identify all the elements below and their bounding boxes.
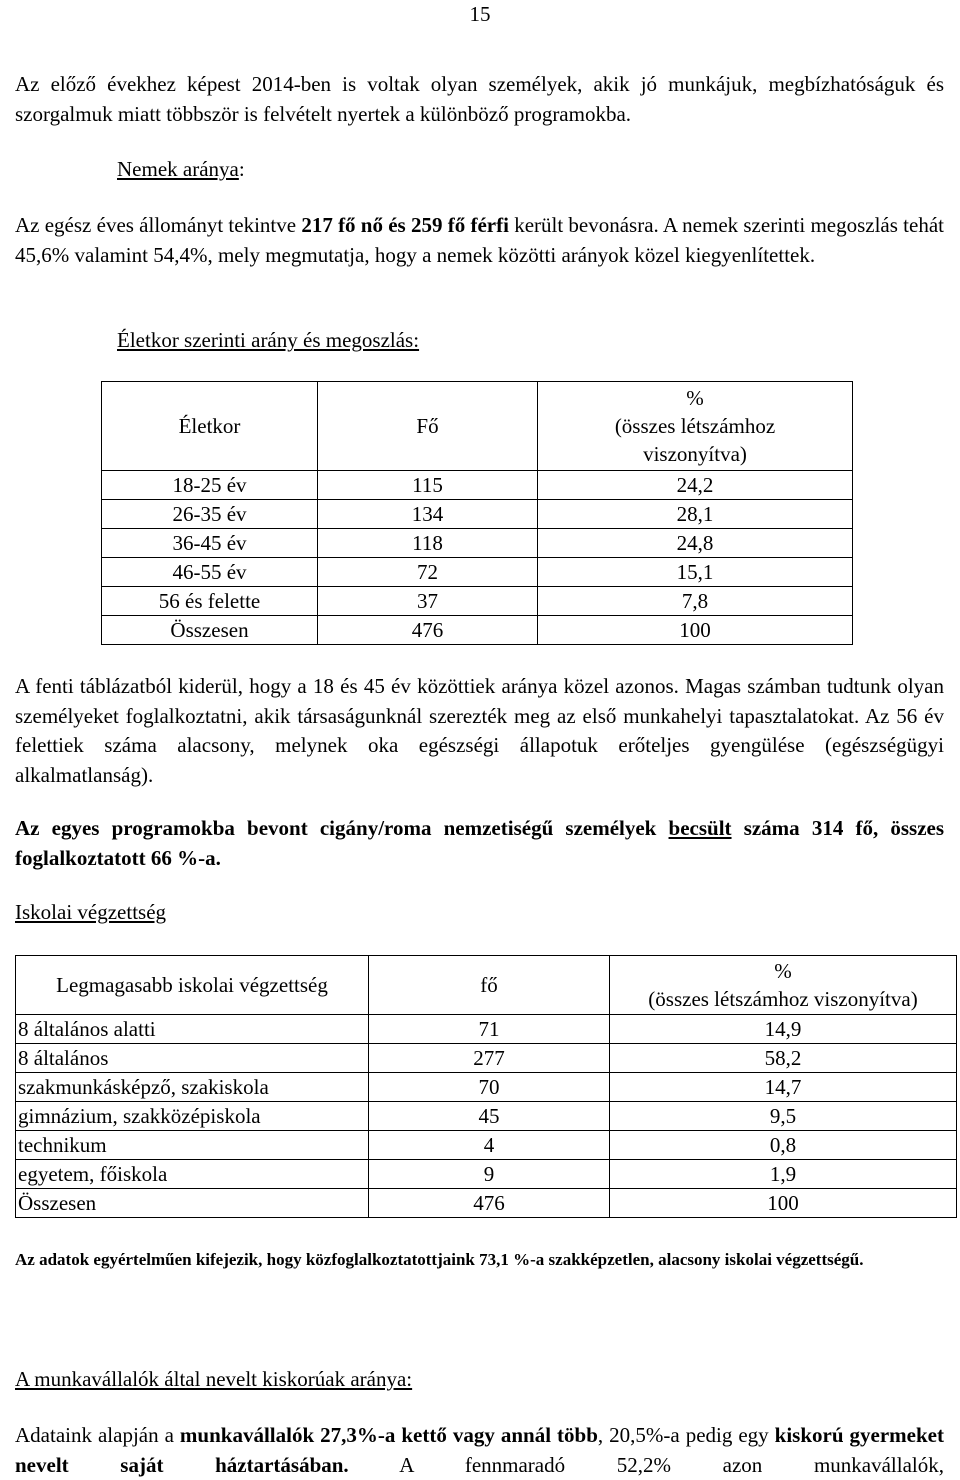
count-cell: 4: [369, 1131, 610, 1160]
children-paragraph: [15, 1421, 944, 1480]
education-header-percent: [610, 956, 957, 1015]
count-cell: 70: [369, 1073, 610, 1102]
gender-text-a: Az egész éves állományt tekintve: [15, 213, 297, 237]
level-cell: 8 általános alatti: [16, 1015, 369, 1044]
level-cell: gimnázium, szakközépiskola: [16, 1102, 369, 1131]
education-table-header: [16, 956, 957, 1015]
age-header-percent: [538, 382, 853, 471]
percent-cell: 58,2: [610, 1044, 957, 1073]
percent-cell: 0,8: [610, 1131, 957, 1160]
level-cell: egyetem, főiskola: [16, 1160, 369, 1189]
count-cell: 37: [318, 587, 538, 616]
percent-cell: 24,8: [538, 529, 853, 558]
gender-heading-colon: :: [238, 157, 245, 181]
level-cell: Összesen: [16, 1189, 369, 1218]
count-cell: 476: [318, 616, 538, 645]
education-header-count: fő: [369, 956, 610, 1015]
roma-text-a: Az egyes programokba bevont cigány/roma nemzetiségű személyek: [15, 816, 657, 840]
roma-text-estimated: becsült: [668, 816, 732, 840]
table-row: [102, 558, 853, 587]
age-heading: [117, 326, 419, 355]
intro-paragraph: Az előző évekhez képest 2014-ben is voltak olyan személyek, akik jó munkájuk, megbízhatóságuk és szorgalmuk miatt többször is felvételt nyertek a különböző programokba.: [15, 72, 944, 126]
table-row: [102, 587, 853, 616]
education-table: [15, 955, 957, 1218]
roma-text-c: száma 314 fő, összes foglalkoztatott 66 %-a.: [15, 816, 945, 870]
percent-cell: 24,2: [538, 471, 853, 500]
count-cell: 134: [318, 500, 538, 529]
age-cell: 18-25 év: [102, 471, 318, 500]
children-text-b: munkavállalók 27,3%-a kettő vagy annál több: [179, 1423, 598, 1447]
children-text-d: kiskorú gyermeket nevelt saját háztartásában.: [15, 1423, 944, 1477]
percent-cell: 14,7: [610, 1073, 957, 1102]
age-cell: 26-35 év: [102, 500, 318, 529]
education-heading: [15, 898, 166, 927]
children-text-a: Adataink alapján a: [15, 1423, 174, 1447]
percent-cell: 9,5: [610, 1102, 957, 1131]
percent-cell: 15,1: [538, 558, 853, 587]
age-cell: 56 és felette: [102, 587, 318, 616]
children-heading: [15, 1365, 412, 1394]
education-header-percent-line2: (összes létszámhoz viszonyítva): [648, 987, 918, 1011]
children-text-e: A fennmaradó 52,2% azon munkavállalók,: [399, 1452, 944, 1477]
children-heading-text: A munkavállalók által nevelt kiskorúak aránya:: [15, 1367, 413, 1391]
level-cell: szakmunkásképző, szakiskola: [16, 1073, 369, 1102]
age-cell: Összesen: [102, 616, 318, 645]
table-row: [16, 1131, 957, 1160]
gender-paragraph: [15, 211, 944, 270]
gender-text-d: A nemek szerinti megoszlás tehát 45,6% valamint 54,4%, mely megmutatja, hogy a nemek közötti arányok közel kiegyenlítettek.: [15, 213, 944, 267]
count-cell: 115: [318, 471, 538, 500]
gender-heading-text: Nemek aránya: [117, 157, 239, 181]
table-row: [16, 1102, 957, 1131]
age-heading-text: Életkor szerinti arány és megoszlás:: [117, 328, 420, 352]
percent-cell: 1,9: [610, 1160, 957, 1189]
table-row: [16, 1073, 957, 1102]
children-text-c: , 20,5%-a pedig egy: [597, 1423, 769, 1447]
count-cell: 71: [369, 1015, 610, 1044]
percent-cell: 28,1: [538, 500, 853, 529]
percent-cell: 14,9: [610, 1015, 957, 1044]
table-row: [16, 1044, 957, 1073]
percent-cell: 100: [538, 616, 853, 645]
count-cell: 476: [369, 1189, 610, 1218]
age-table-header: [102, 382, 853, 471]
education-heading-text: Iskolai végzettség: [15, 900, 167, 924]
education-note: Az adatok egyértelműen kifejezik, hogy közfoglalkoztatottjaink 73,1 %-a szakképzetlen, alacsony iskolai végzettségű.: [15, 1250, 864, 1269]
table-row: [102, 529, 853, 558]
page-number: 15: [469, 2, 491, 26]
education-header-percent-sign: %: [774, 959, 792, 983]
level-cell: technikum: [16, 1131, 369, 1160]
count-cell: 72: [318, 558, 538, 587]
roma-statement: [15, 814, 944, 873]
age-header-count: Fő: [318, 382, 538, 471]
table-row: [102, 500, 853, 529]
gender-heading: [15, 155, 944, 185]
age-table: [101, 381, 853, 645]
gender-counts: 217 fő nő és 259 fő férfi: [301, 213, 509, 237]
percent-cell: 100: [610, 1189, 957, 1218]
count-cell: 277: [369, 1044, 610, 1073]
age-cell: 36-45 év: [102, 529, 318, 558]
age-cell: 46-55 év: [102, 558, 318, 587]
age-header-age: Életkor: [102, 382, 318, 471]
education-header-level: Legmagasabb iskolai végzettség: [16, 956, 369, 1015]
gender-text-c: került bevonásra.: [514, 213, 659, 237]
table-row: [16, 1160, 957, 1189]
table-row: [16, 1015, 957, 1044]
age-header-percent-line2: (összes létszámhoz: [614, 414, 776, 438]
table-row: [102, 616, 853, 645]
count-cell: 118: [318, 529, 538, 558]
count-cell: 45: [369, 1102, 610, 1131]
age-summary: A fenti táblázatból kiderül, hogy a 18 és 45 év közöttiek aránya közel azonos. Magas számban tudtunk olyan személyeket foglalkoztatni, akik társaságunknál szerezték meg az első munkahelyi tapasztalatokat. Az 56 év felettiek száma alacsony, melynek oka egészségi állapotuk erőteljes gyengülése (egészségügyi alkalmatlanság).: [15, 674, 944, 787]
table-row: [102, 471, 853, 500]
age-header-percent-sign: %: [686, 386, 704, 410]
age-header-percent-line3: viszonyítva): [643, 442, 747, 466]
count-cell: 9: [369, 1160, 610, 1189]
table-row: [16, 1189, 957, 1218]
level-cell: 8 általános: [16, 1044, 369, 1073]
percent-cell: 7,8: [538, 587, 853, 616]
